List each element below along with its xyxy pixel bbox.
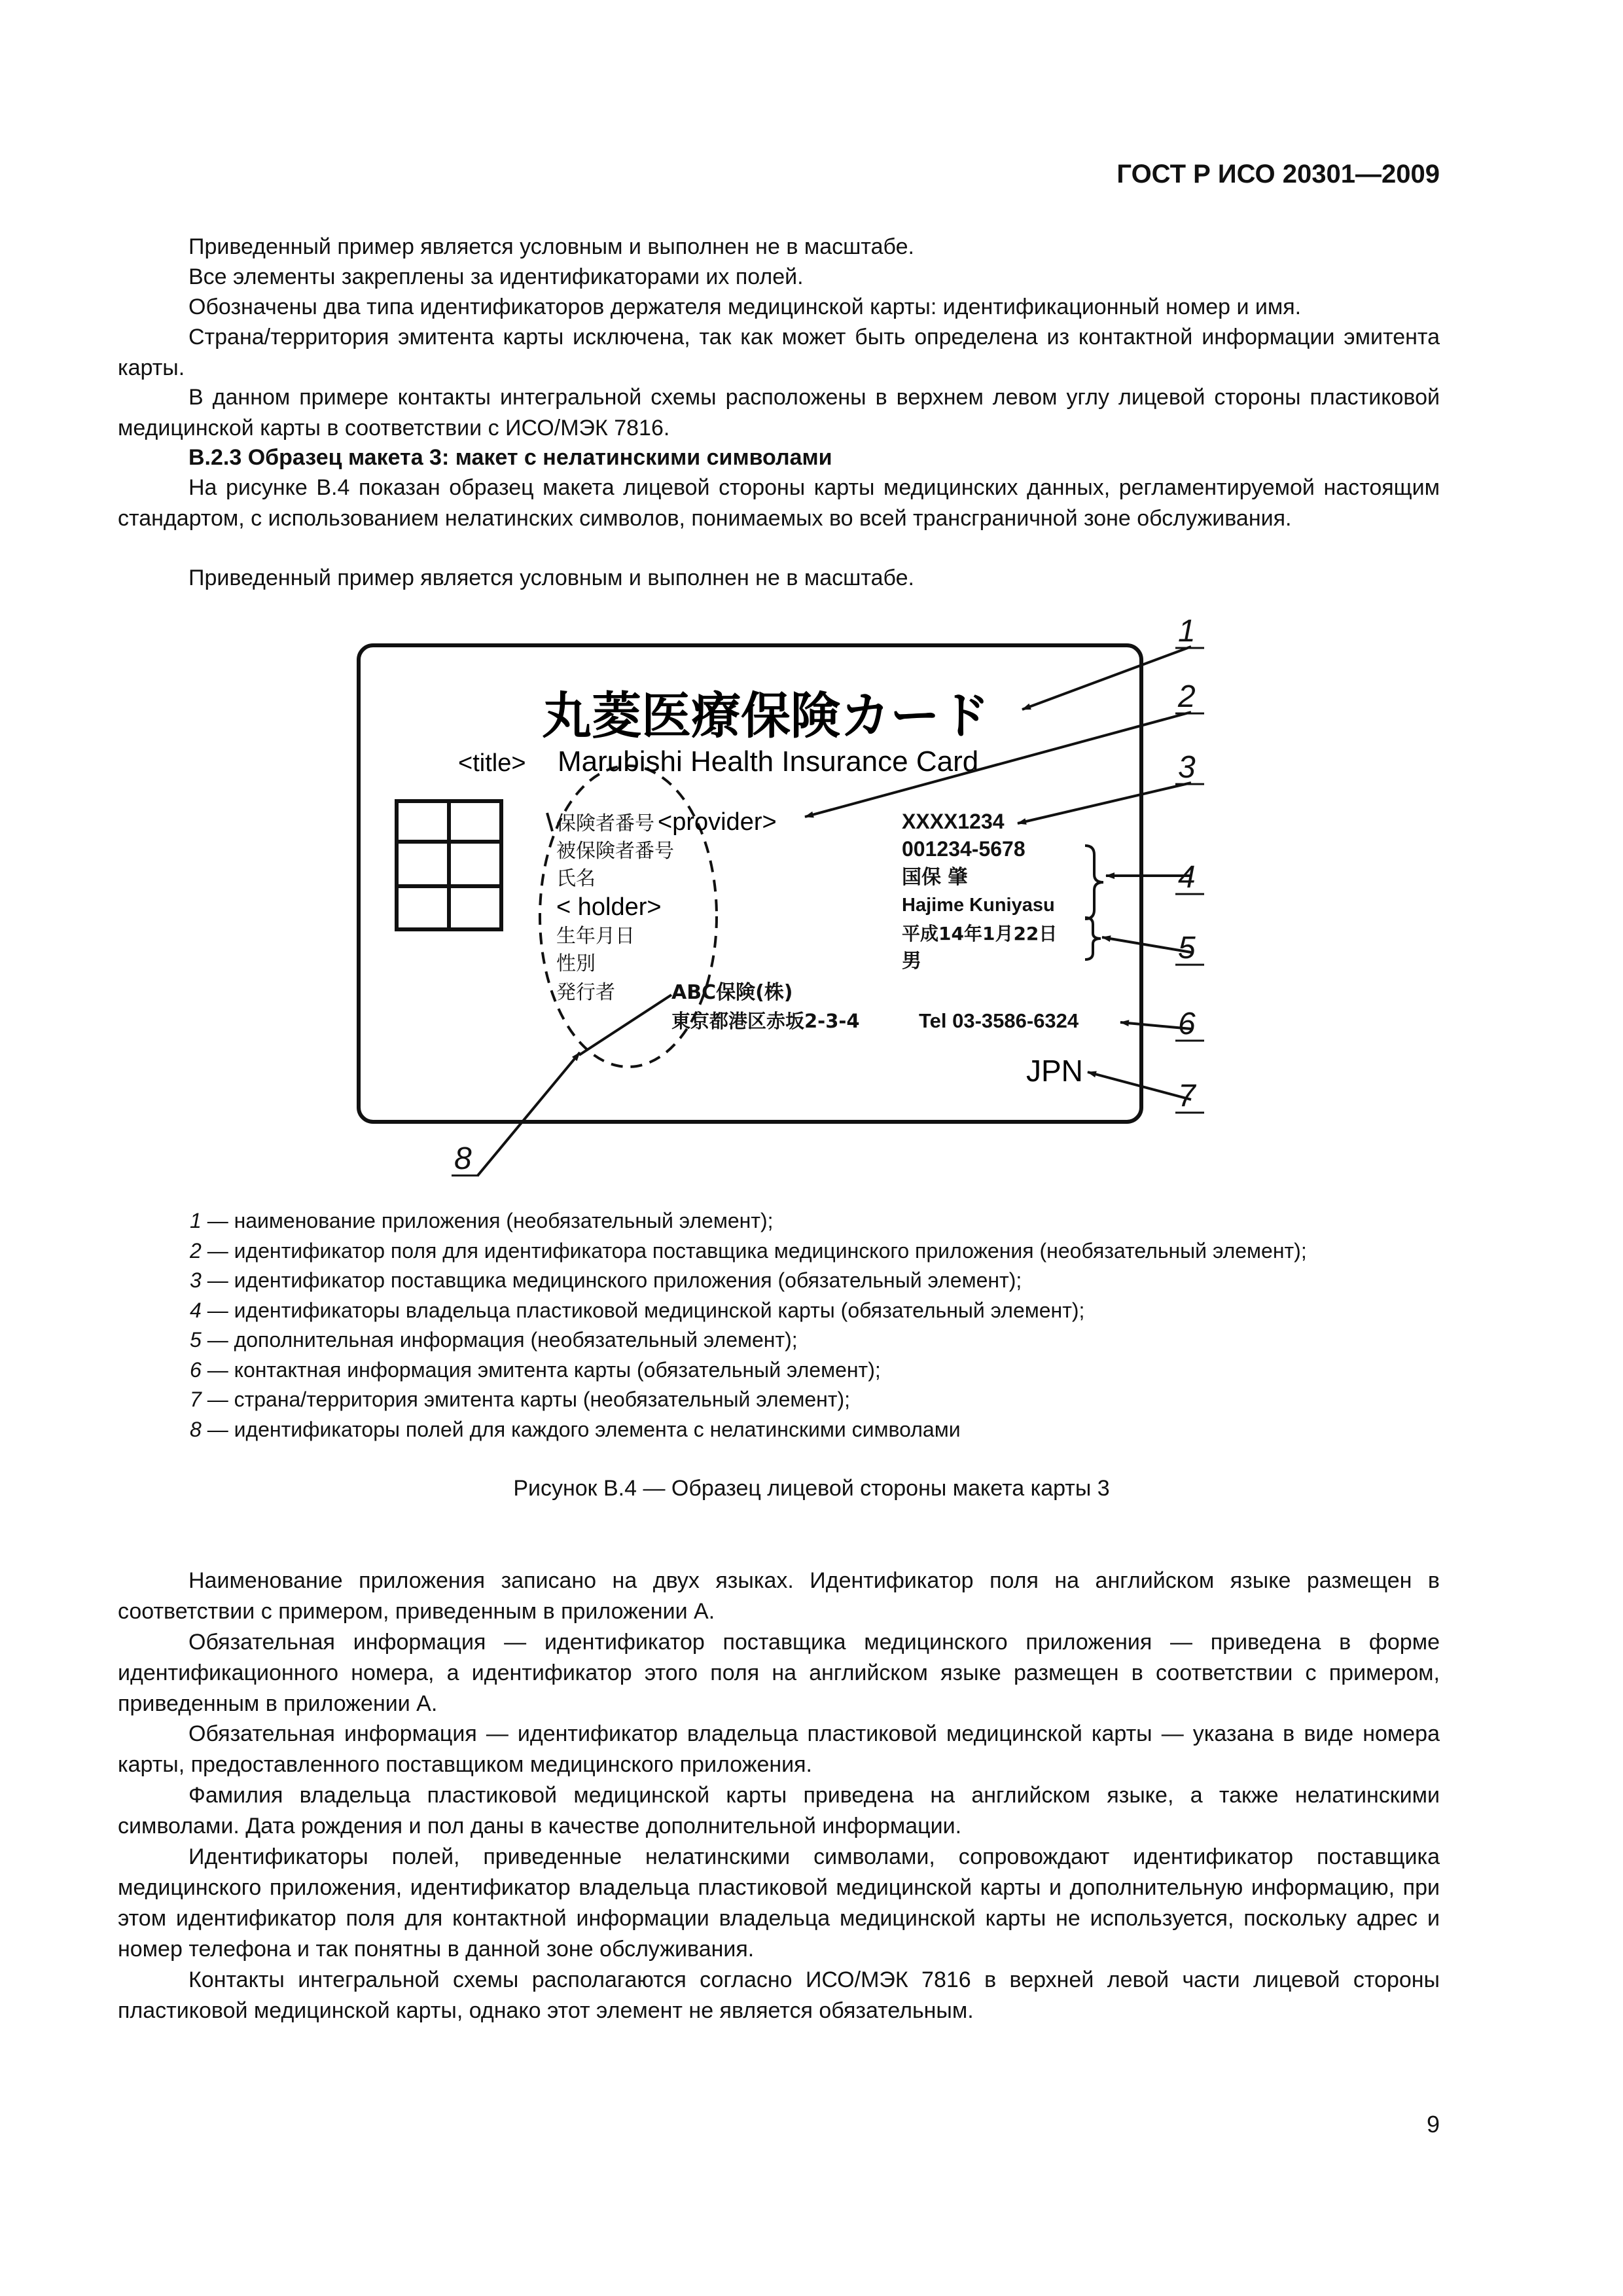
legend-item: 5 — дополнительная информация (необязательный элемент); <box>190 1328 798 1352</box>
page-number: 9 <box>1426 2111 1440 2138</box>
legend-item: 8 — идентификаторы полей для каждого элемента с нелатинскими символами <box>190 1417 961 1441</box>
chip-contacts <box>397 801 501 929</box>
field-issuer-jp: 発行者 <box>556 981 615 1004</box>
legend-item: 6 — контактная информация эмитента карты (обязательный элемент); <box>190 1357 881 1382</box>
callout-2: 2 <box>1178 679 1196 714</box>
card-title-en: Marubishi Health Insurance Card <box>558 745 979 778</box>
body-paragraph-2: Обязательная информация — идентификатор поставщика медицинского приложения — приведена в форме идентификационного номера, а идентификатор этого поля на английском языке размещен в соответствии с примером, приведенным в приложении А. <box>118 1630 1440 1716</box>
country-code: JPN <box>1026 1054 1083 1088</box>
card-title-jp: 丸菱医療保険カード <box>542 687 990 745</box>
body-paragraph-4: Фамилия владельца пластиковой медицинской карты приведена на английском языке, а также нелатинскими символами. Дата рождения и пол даны в качестве дополнительной информации. <box>118 1783 1440 1839</box>
provider-tag: <provider> <box>658 808 777 836</box>
holder-name-en: Hajime Kuniyasu <box>902 895 1055 916</box>
provider-value: XXXX1234 <box>902 810 1005 833</box>
field-dob-jp: 生年月日 <box>556 925 635 948</box>
section-heading: В.2.3 Образец макета 3: макет с нелатинскими символами <box>188 445 832 470</box>
intro-paragraph-7: Приведенный пример является условным и выполнен не в масштабе. <box>188 565 914 590</box>
body-paragraph-1: Наименование приложения записано на двух языках. Идентификатор поля на английском языке размещен в соответствии с примером, приведенным в приложении А. <box>118 1568 1440 1624</box>
legend-item: 1 — наименование приложения (необязательный элемент); <box>190 1209 774 1232</box>
brace-5 <box>1085 918 1101 960</box>
field-insured-jp: 被保険者番号 <box>556 840 674 863</box>
legend-item: 2 — идентификатор поля для идентификатора поставщика медицинского приложения (необязательный элемент); <box>190 1238 1307 1263</box>
field-provider-jp: 保険者番号 <box>556 812 654 835</box>
body-paragraph-6: Контакты интегральной схемы располагаются согласно ИСО/МЭК 7816 в верхней левой части лицевой стороны пластиковой медицинской карты, однако этот элемент не является обязательным. <box>118 1967 1440 2023</box>
callout-3: 3 <box>1178 750 1196 785</box>
body-paragraph-3: Обязательная информация — идентификатор владельца пластиковой медицинской карты — указана в виде номера карты, предоставленного поставщиком медицинского приложения. <box>118 1721 1440 1777</box>
name-jp: 国保 肇 <box>902 866 968 889</box>
intro-paragraph-1: Приведенный пример является условным и выполнен не в масштабе. <box>188 234 914 259</box>
callout-8: 8 <box>454 1141 472 1176</box>
figure-caption: Рисунок В.4 — Образец лицевой стороны макета карты 3 <box>513 1476 1110 1501</box>
field-sex-jp: 性別 <box>556 952 596 975</box>
holder-tag: < holder> <box>556 893 662 921</box>
legend-item: 7 — страна/территория эмитента карты (необязательный элемент); <box>190 1388 851 1411</box>
callout-5: 5 <box>1178 931 1196 965</box>
intro-paragraph-6: На рисунке В.4 показан образец макета лицевой стороны карты медицинских данных, регламентируемой настоящим стандартом, с использованием нелатинских символов, понимаемых во всей трансграничной зоне обслуживания. <box>118 475 1440 531</box>
document-code: ГОСТ Р ИСО 20301—2009 <box>1116 160 1440 188</box>
legend-item: 3 — идентификатор поставщика медицинского приложения (обязательный элемент); <box>190 1268 1022 1292</box>
intro-paragraph-2: Все элементы закреплены за идентификаторами их полей. <box>188 264 804 289</box>
issuer-tel: Tel 03-3586-6324 <box>919 1009 1079 1032</box>
sex-value: 男 <box>902 950 921 973</box>
callout-6: 6 <box>1178 1007 1196 1041</box>
figure-legend <box>190 1206 1307 1444</box>
intro-paragraph-5: В данном примере контакты интегральной схемы расположены в верхнем левом углу лицевой стороны пластиковой медицинской карты в соответствии с ИСО/МЭК 7816. <box>118 385 1440 440</box>
intro-paragraph-4: Страна/территория эмитента карты исключена, так как может быть определена из контактной информации эмитента карты. <box>118 325 1440 380</box>
callout-1: 1 <box>1178 614 1196 649</box>
brace-4 <box>1085 846 1103 919</box>
insured-value: 001234-5678 <box>902 837 1026 861</box>
legend-item: 4 — идентификаторы владельца пластиковой медицинской карты (обязательный элемент); <box>190 1298 1085 1322</box>
field-name-jp: 氏名 <box>556 867 596 890</box>
card-title-tag: <title> <box>458 749 526 777</box>
issuer-value: ABC保険(株) <box>671 981 793 1004</box>
intro-paragraph-3: Обозначены два типа идентификаторов держателя медицинской карты: идентификационный номер и имя. <box>188 295 1302 319</box>
callout-4: 4 <box>1178 860 1196 895</box>
dob-value: 平成14年1月22日 <box>902 923 1058 944</box>
issuer-address: 東京都港区赤坂2-3-4 <box>671 1010 860 1032</box>
callout-7: 7 <box>1178 1079 1196 1113</box>
body-paragraph-5: Идентификаторы полей, приведенные нелатинскими символами, сопровождают идентификатор поставщика медицинского приложения, идентификатор владельца пластиковой медицинской карты и дополнительную информацию, при этом идентификатор поля для контактной информации владельца медицинской карты не используется, поскольку адрес и номер телефона и так понятны в данной зоне обслуживания. <box>118 1844 1440 1962</box>
